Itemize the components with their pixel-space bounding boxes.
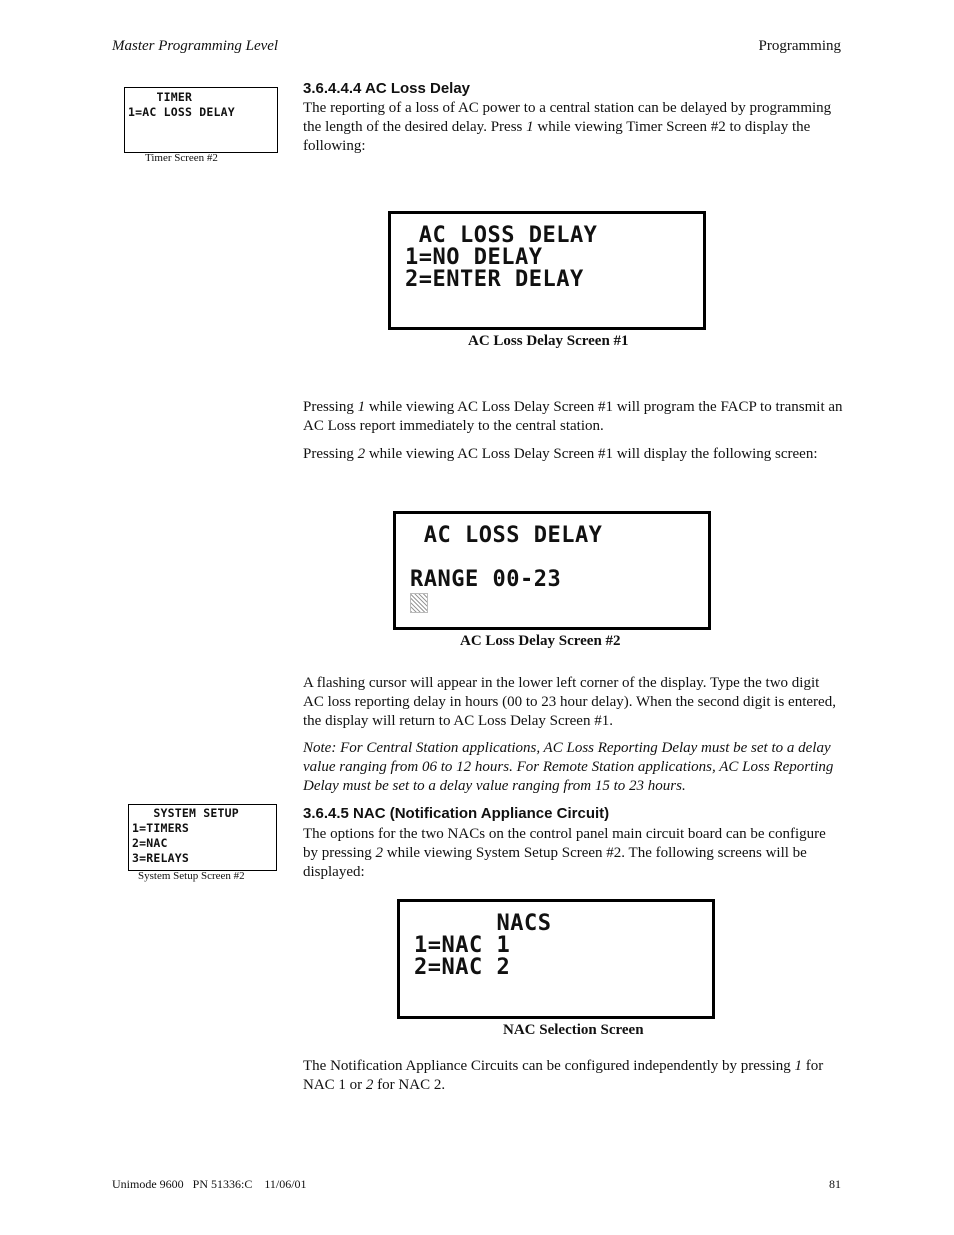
timer-screen-line: TIMER [128, 90, 193, 104]
timer-screen-display [124, 87, 278, 153]
nac-selection-screen-caption: NAC Selection Screen [503, 1022, 644, 1038]
section-heading-ac-loss: 3.6.4.4.4 AC Loss Delay [303, 80, 471, 97]
text-run: The reporting of a loss of AC power to a central station can be delayed by programming the length of the desired delay. Press [303, 100, 832, 135]
text-run: while viewing Timer Screen #2 to display the following: [303, 119, 811, 154]
ac-loss-press-2-paragraph [303, 445, 843, 464]
lcd-line [410, 547, 694, 569]
key-reference: 2 [365, 1077, 374, 1093]
running-header-left: Master Programming Level [112, 38, 279, 54]
ac-loss-intro-paragraph [303, 99, 843, 156]
text-run: for NAC 2. [373, 1077, 446, 1093]
footer-page-number: 81 [829, 1177, 841, 1191]
ac-loss-delay-screen-2 [393, 511, 711, 630]
key-reference: 1 [794, 1058, 803, 1074]
lcd-line: 2=ENTER DELAY [405, 267, 584, 292]
key-reference: 2 [375, 845, 383, 861]
key-reference: 1 [526, 119, 534, 135]
text-run: Pressing [303, 446, 358, 462]
note-text: Note: For Central Station applications, AC Loss Reporting Delay must be set to a delay value ranging from 06 to 12 hours. For Remote Station applications, AC Loss Reporting Delay must be set to a delay value ranging from 15 to 23 hours. [303, 740, 834, 794]
ac-loss-delay-screen-2-caption: AC Loss Delay Screen #2 [460, 633, 621, 649]
lcd-line: 2=NAC 2 [414, 955, 511, 980]
ac-loss-press-1-paragraph [303, 398, 843, 436]
timer-screen-line: 1=AC LOSS DELAY [128, 105, 235, 119]
lcd-line: 1=NO DELAY [405, 245, 543, 270]
key-reference: 1 [357, 399, 366, 415]
timer-screen-caption: Timer Screen #2 [145, 152, 218, 164]
nac-intro-paragraph [303, 825, 843, 882]
lcd-line: 1=NAC 1 [414, 933, 511, 958]
text-run: The options for the two NACs on the control panel main circuit board can be configure by pressing [303, 826, 826, 861]
footer-document-id: Unimode 9600 PN 51336:C 11/06/01 [112, 1177, 307, 1191]
system-setup-line: SYSTEM SETUP [132, 806, 239, 820]
text-run: while viewing System Setup Screen #2. The following screens will be displayed: [303, 845, 807, 880]
system-setup-line: 2=NAC [132, 836, 168, 850]
system-setup-screen-caption: System Setup Screen #2 [138, 870, 245, 882]
lcd-line: RANGE 00-23 [410, 567, 562, 592]
lcd-line: AC LOSS DELAY [405, 223, 598, 248]
text-run: while viewing AC Loss Delay Screen #1 will program the FACP to transmit an AC Loss report immediately to the central station. [303, 399, 843, 434]
lcd-line: NACS [414, 911, 552, 936]
system-setup-screen-display [128, 804, 277, 871]
system-setup-line: 1=TIMERS [132, 821, 189, 835]
text-run: Pressing [303, 399, 358, 415]
running-header-right: Programming [758, 38, 841, 54]
ac-loss-delay-screen-1-caption: AC Loss Delay Screen #1 [468, 333, 629, 349]
text-run: The Notification Appliance Circuits can be configured independently by pressing [303, 1058, 795, 1074]
ac-loss-note [303, 739, 843, 796]
text-run: while viewing AC Loss Delay Screen #1 will display the following screen: [365, 446, 818, 462]
ac-loss-cursor-paragraph: A flashing cursor will appear in the lower left corner of the display. Type the two digit AC loss reporting delay in hours (00 to 23 hour delay). When the second digit is entered, the display will return to AC Loss Delay Screen #1. [303, 675, 836, 729]
section-heading-nac: 3.6.4.5 NAC (Notification Appliance Circuit) [303, 805, 610, 822]
text-run: for NAC 1 or [303, 1058, 824, 1093]
nac-selection-screen [397, 899, 715, 1019]
ac-loss-delay-screen-1 [388, 211, 706, 330]
nac-configure-paragraph [303, 1057, 843, 1095]
system-setup-line: 3=RELAYS [132, 851, 189, 865]
lcd-line: AC LOSS DELAY [410, 523, 603, 548]
flashing-cursor [410, 593, 428, 613]
key-reference: 2 [357, 446, 366, 462]
